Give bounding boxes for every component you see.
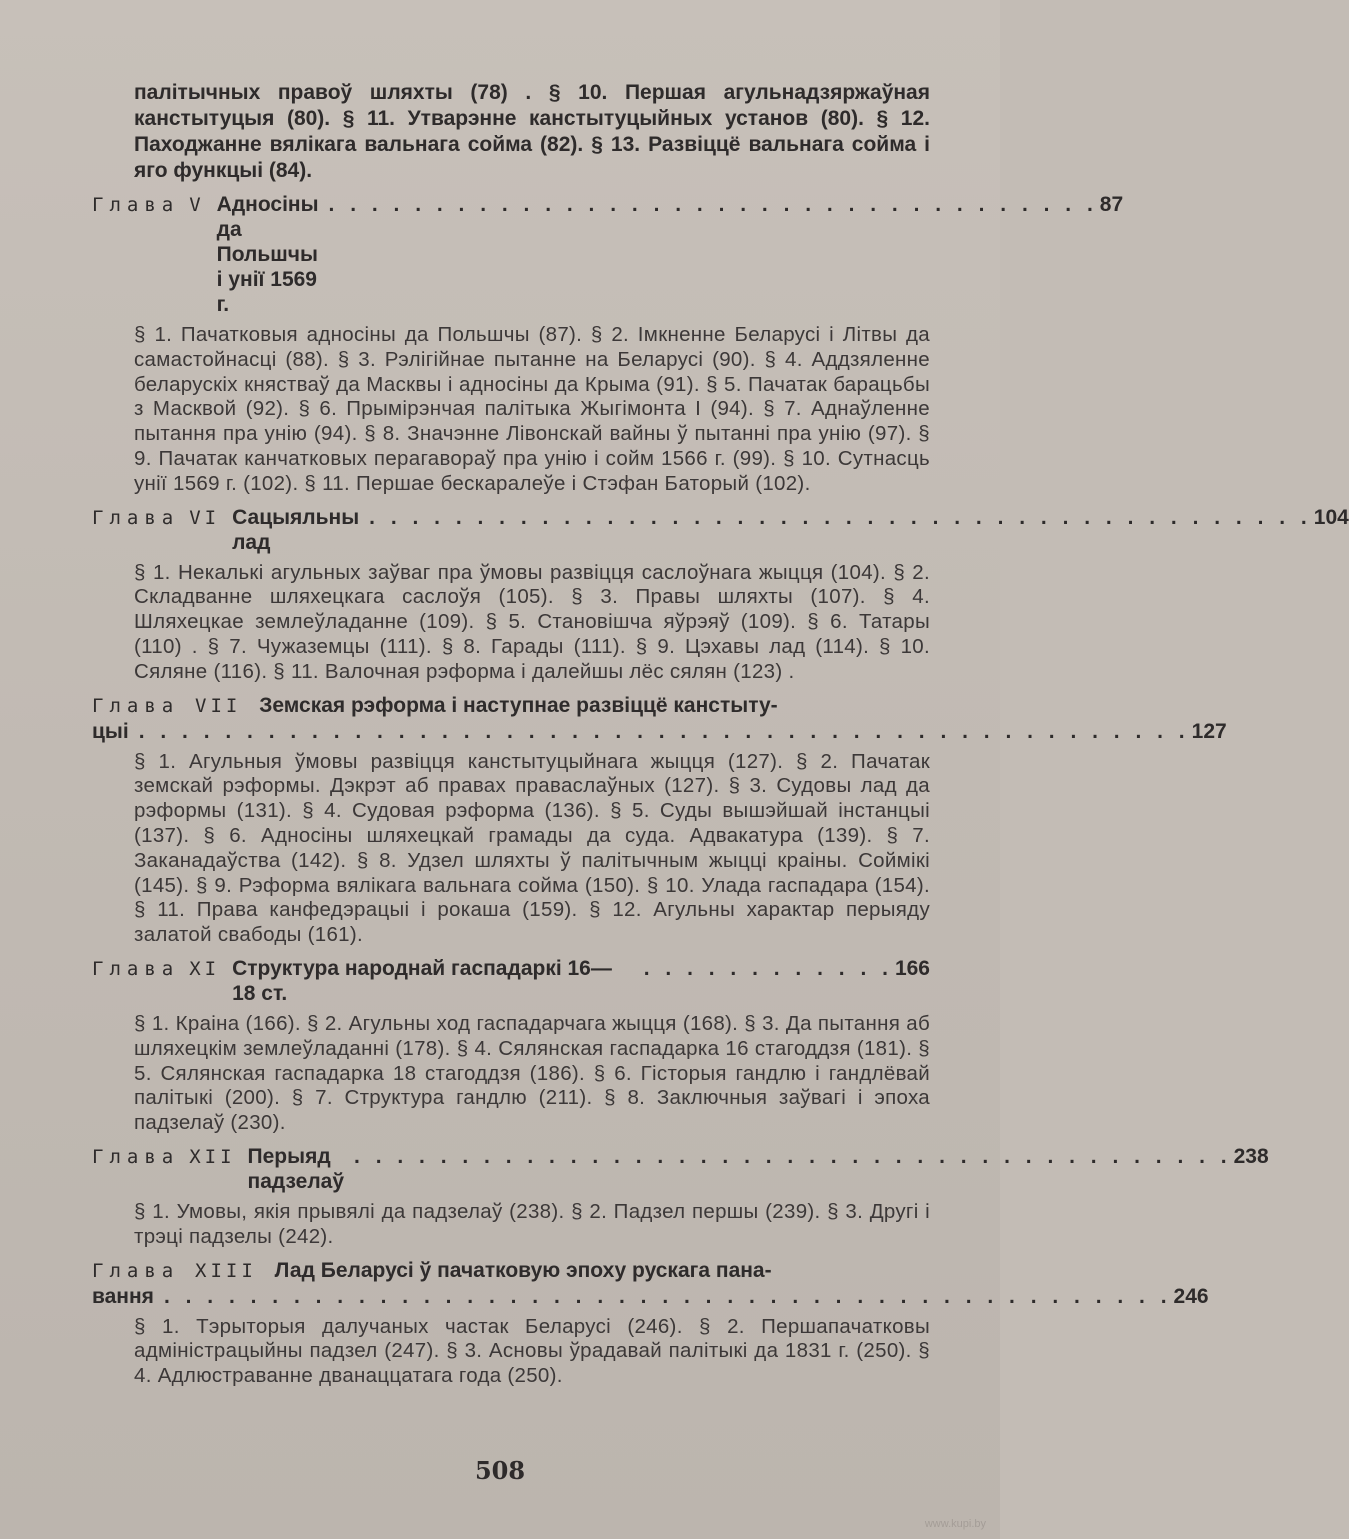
chapter-entry-xiii — [92, 1258, 1209, 1389]
chapter-sections: § 1. Некалькі агульных заўваг пра ўмовы развіцця саслоўнага жыцця (104). § 2. Складванне шляхецкага саслоўя (105). § 3. Правы шляхты (107). § 4. Шляхецкае землеўладанне (109). § 5. Становішча яўрэяў (109). § 6. Татары (110) . § 7. Чужаземцы (111). § 8. Гарады (111). § 9. Цэхавы лад (114). § 10. Сяляне (116). § 11. Валочная рэформа і далейшы лёс сялян (123) . — [134, 560, 930, 683]
chapter-sections: § 1. Краіна (166). § 2. Агульны ход гаспадарчага жыцця (168). § 3. Да пытання аб шляхецкім землеўладанні (178). § 4. Сялянская гаспадарка 16 стагоддзя (181). § 5. Сялянская гаспадарка 18 стагоддзя (186). § 6. Гісторыя гандлю і гандлёвай палітыкі (200). § 7. Структура гандлю (211). § 8. Заключныя заўвагі і эпоха падзелаў (230). — [134, 1011, 930, 1135]
table-of-contents — [92, 76, 1349, 1393]
chapter-numeral: XIII — [195, 1259, 257, 1282]
leader-dots: . . . . . . . . . . . . . . . . . . . . . . . . . . . . . . . . . . . . — [328, 193, 1098, 216]
chapter-page: 127 — [1191, 719, 1227, 743]
chapter-heading — [92, 1258, 1209, 1309]
chapter-word: Глава — [92, 694, 180, 717]
chapter-heading — [92, 192, 1124, 317]
leader-dots: . . . . . . . . . . . . . . . . . . . . . . . . . . . . . . . . . . . . . . . . . . . . . . . — [163, 1284, 1172, 1308]
chapter-numeral: XII — [189, 1145, 236, 1168]
chapter-entry-vi — [92, 505, 1349, 685]
chapter-entry-v — [92, 192, 1124, 497]
chapter-sections: § 1. Тэрыторыя далучаных частак Беларусі (246). § 2. Першапачатковы адміністрацыйны падзел (247). § 3. Асновы ўрадавай палітыкі да 1831 г. (250). § 4. Адлюстраванне дванаццатага года (250). — [134, 1314, 930, 1388]
chapter-title-line-1: Земская рэформа і наступнае развіццё канстыту- — [259, 693, 778, 717]
chapter-page: 238 — [1233, 1144, 1269, 1168]
chapter-heading — [92, 956, 930, 1006]
chapter-page: 166 — [894, 956, 930, 980]
leader-dots: . . . . . . . . . . . . . . . . . . . . . . . . . . . . . . . . . . . . . . . . . . . . . . . . . — [138, 719, 1190, 743]
chapter-word: Глава — [92, 1259, 180, 1282]
chapter-title: Перыяд падзелаў — [247, 1144, 345, 1193]
watermark: www.kupi.by — [924, 1518, 986, 1530]
chapter-entry-xi — [92, 956, 930, 1136]
chapter-word: Глава — [92, 1145, 180, 1168]
leader-dots: . . . . . . . . . . . . . . . . . . . . . . . . . . . . . . . . . . . . . . . . . . . . — [369, 505, 1312, 529]
chapter-sections: § 1. Пачатковыя адносіны да Польшчы (87). § 2. Імкненне Беларусі і Літвы да самастойнасці (88). § 3. Рэлігійнае пытанне на Беларусі (90). § 4. Аддзяленне беларускіх княстваў да Масквы і адносіны да Крыма (91). § 5. Пачатак барацьбы з Масквой (92). § 6. Прымірэнчая палітыка Жыгімонта І (94). § 7. Аднаўленне пытання пра унію (94). § 8. Значэнне Лівонскай вайны ў пытанні пра унію (97). § 9. Пачатак канчатковых перагавораў пра унію і сойм 1566 г. (99). § 10. Сутнасць унії 1569 г. (102). § 11. Першае бескаралеўе і Стэфан Баторый (102). — [134, 323, 930, 495]
chapter-page: 87 — [1099, 193, 1124, 216]
chapter-title: Сацыяльны лад — [232, 505, 360, 554]
chapter-heading — [92, 505, 1349, 555]
chapter-title-line-1: Лад Беларусі ў пачатковую эпоху рускага пана- — [274, 1258, 772, 1282]
chapter-page: 246 — [1173, 1284, 1209, 1308]
chapter-entry-xii — [92, 1144, 1269, 1250]
chapter-entry-vii — [92, 693, 1227, 948]
chapter-word: Глава — [92, 194, 180, 216]
chapter-title: Структура народнай гаспадаркі 16—18 ст. — [232, 956, 612, 1005]
chapter-title: Адносіны да Польшчы і унії 1569 г. — [216, 193, 319, 316]
chapter-title-line-2: вання — [92, 1284, 154, 1308]
chapter-numeral: VII — [195, 694, 242, 717]
chapter-sections: § 1. Агульныя ўмовы развіцця канстытуцыйнага жыцця (127). § 2. Пачатак земскай рэформы. Дэкрэт аб правах праваслаўных (127). § 3. Судовы лад да рэформы (131). § 4. Судовая рэформа (136). § 5. Суды вышэйшай інстанцыі (137). § 6. Адносіны шляхецкай грамады да суда. Адвакатура (139). § 7. Заканадаўства (142). § 8. Удзел шляхты ў палітычным жыцці краіны. Соймікі (145). § 9. Рэформа вялікага вальнага сойма (150). § 10. Улада гаспадара (154). § 11. Права канфедэрацыі і рокаша (159). § 12. Агульны характар перыяду залатой свабоды (161). — [134, 749, 930, 947]
chapter-title-line-2: цыі — [92, 719, 129, 743]
chapter-numeral: VI — [189, 506, 221, 529]
chapter-word: Глава — [92, 957, 180, 980]
chapter-sections: § 1. Умовы, якія прывялі да падзелаў (238). § 2. Падзел першы (239). § 3. Другі і трэці падзелы (242). — [134, 1199, 930, 1248]
chapter-numeral: XI — [189, 957, 221, 980]
chapter-word: Глава — [92, 506, 180, 529]
leader-dots: . . . . . . . . . . . . — [643, 956, 893, 980]
chapter-heading — [92, 693, 1227, 744]
chapter-page: 104 — [1313, 505, 1349, 529]
leader-dots: . . . . . . . . . . . . . . . . . . . . . . . . . . . . . . . . . . . . . . . . . — [354, 1144, 1232, 1168]
page-number: 508 — [474, 1456, 526, 1485]
chapter-numeral: V — [189, 194, 205, 216]
continued-section-list: палітычных правоў шляхты (78) . § 10. Першая агульнадзяржаўная канстытуцыя (80). § 11. Утварэнне канстытуцыйных установ (80). § 12. Паходжанне вялікага вальнага сойма (82). § 13. Развіццё вальнага сойма і яго функцыі (84). — [134, 81, 930, 182]
chapter-heading — [92, 1144, 1269, 1194]
